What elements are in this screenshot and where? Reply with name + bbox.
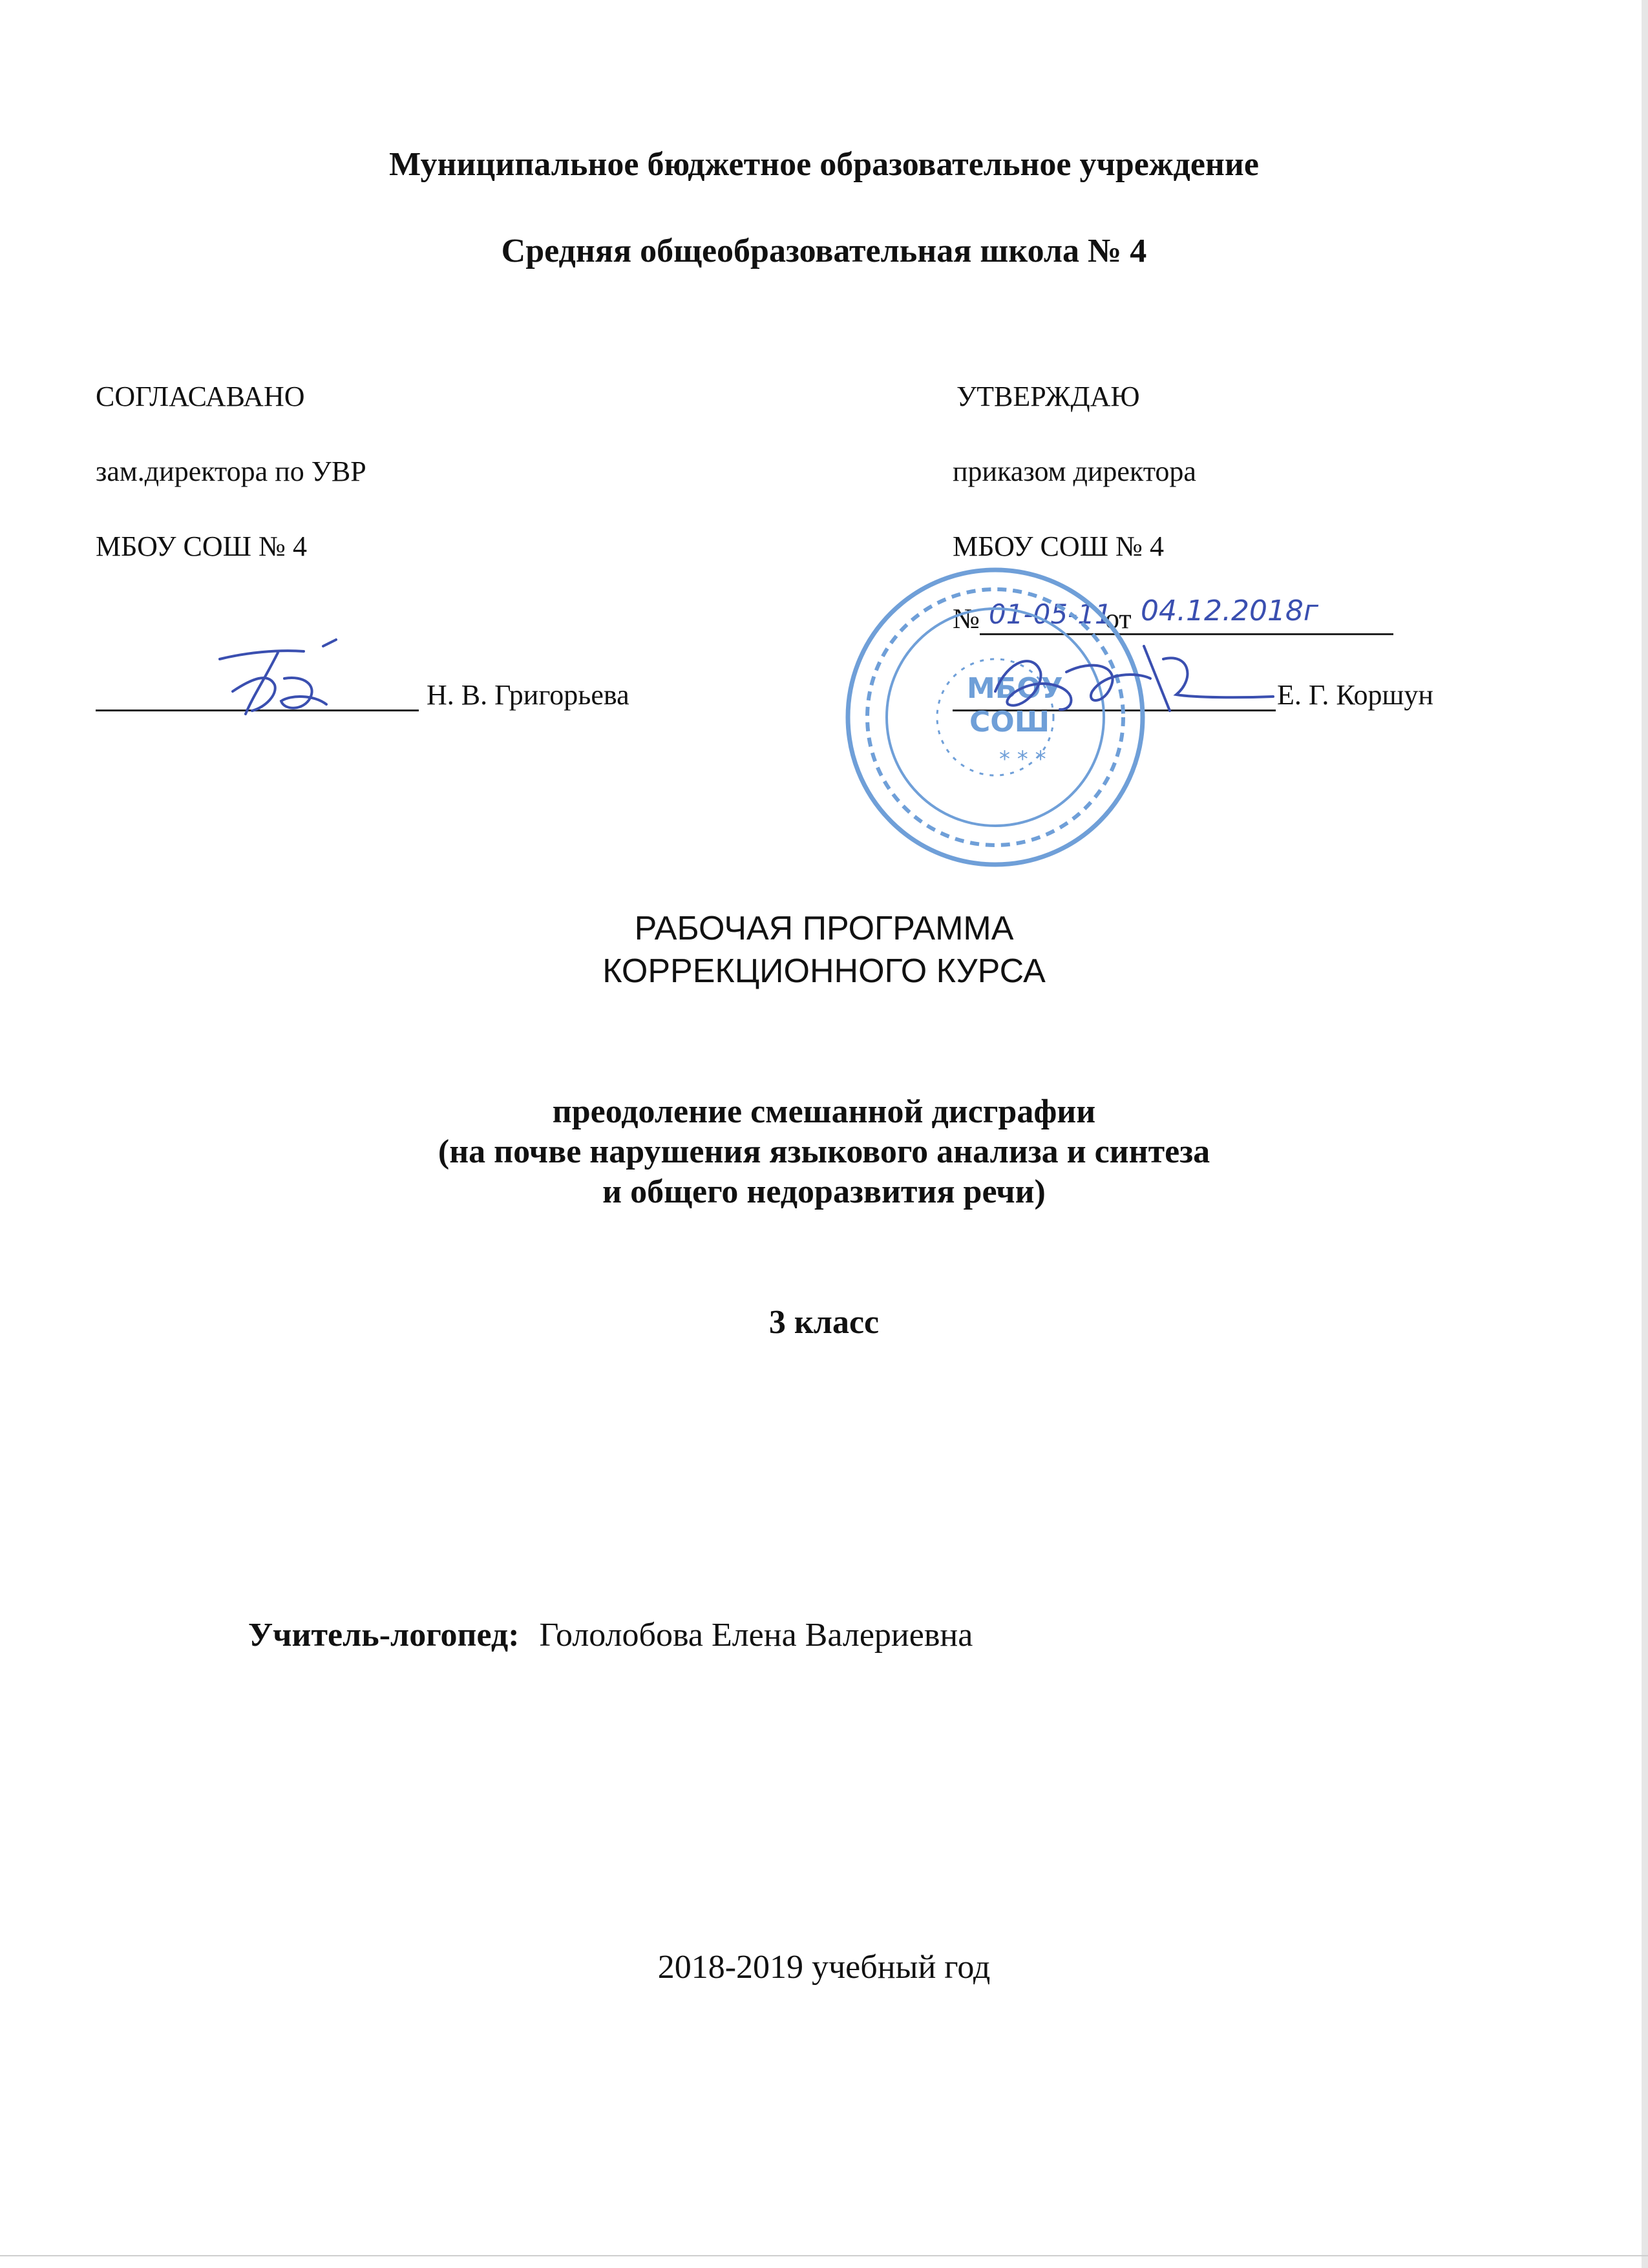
- svg-text:МБОУ: МБОУ: [967, 672, 1063, 705]
- teacher-line: [248, 1614, 973, 1657]
- order-from: от: [1105, 603, 1132, 635]
- scan-edge-bottom: [0, 2255, 1648, 2256]
- program-subject-line3: и общего недоразвития речи): [602, 1173, 1046, 1210]
- program-subject-line2: (на почве нарушения языкового анализа и синтеза: [438, 1133, 1210, 1170]
- teacher-name: Гололобова Елена Валериевна: [539, 1617, 973, 1654]
- left-signature: [207, 633, 349, 724]
- agreed-school: МБОУ СОШ № 4: [96, 530, 308, 562]
- program-grade: 3 класс: [768, 1304, 880, 1341]
- order-date: 04.12.2018г: [1141, 594, 1319, 627]
- order-prefix: №: [953, 603, 980, 635]
- org-name-line1: Муниципальное бюджетное образовательное учреждение: [389, 146, 1259, 183]
- program-subject-line1: преодоление смешанной дисграфии: [552, 1093, 1096, 1130]
- approved-title: УТВЕРЖДАЮ: [956, 381, 1140, 412]
- right-signature: [982, 633, 1280, 730]
- org-name-line2: Средняя общеобразовательная школа № 4: [501, 233, 1147, 269]
- order-number: 01-05-11: [989, 598, 1112, 630]
- approved-position: приказом директора: [953, 456, 1196, 487]
- agreed-title: СОГЛАСАВАНО: [96, 381, 305, 412]
- approved-school: МБОУ СОШ № 4: [953, 530, 1165, 562]
- teacher-label: Учитель-логопед:: [248, 1617, 520, 1654]
- agreed-signatory-name: Н. В. Григорьева: [427, 679, 629, 711]
- approved-signatory-name: Е. Г. Коршун: [1277, 679, 1433, 711]
- svg-text:* * *: * * *: [999, 746, 1046, 772]
- academic-year: 2018-2019 учебный год: [657, 1949, 991, 1986]
- agreed-position: зам.директора по УВР: [96, 456, 366, 487]
- program-title-line1: РАБОЧАЯ ПРОГРАММА: [634, 910, 1014, 947]
- svg-text:СОШ: СОШ: [969, 706, 1050, 739]
- program-title-line2: КОРРЕКЦИОННОГО КУРСА: [602, 952, 1046, 990]
